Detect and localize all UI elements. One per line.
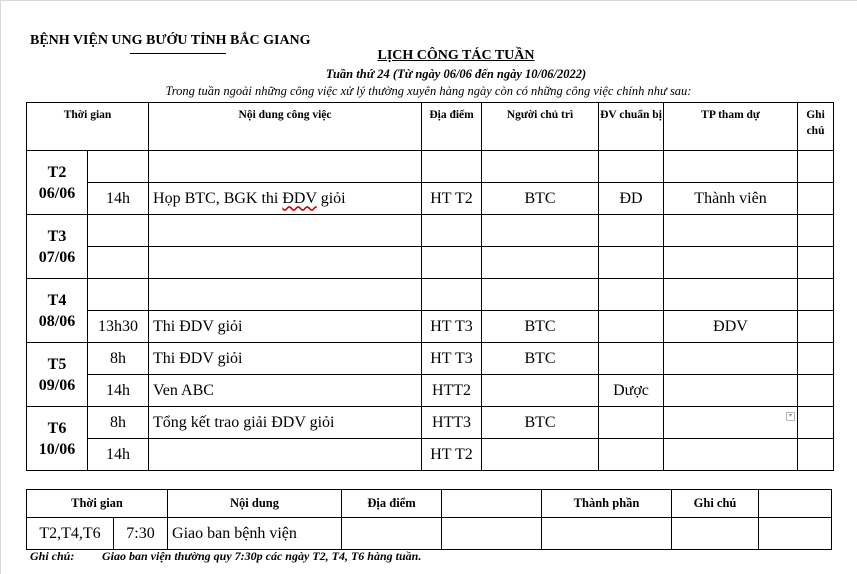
header-attendees: TP tham dự	[664, 103, 798, 151]
cell-dropdown-icon[interactable]: ▾	[786, 412, 795, 421]
prep-cell	[599, 343, 664, 375]
last-cell	[759, 518, 832, 550]
header-location: Địa điểm	[422, 103, 482, 151]
spellcheck-word: ĐDV	[282, 189, 317, 207]
table-row	[27, 151, 834, 183]
day-label: T4	[47, 291, 67, 309]
host-cell: BTC	[482, 407, 599, 439]
attendees-cell	[664, 375, 798, 407]
note-cell	[798, 215, 834, 247]
header-members: Thành phần	[542, 490, 672, 518]
page-edge-top	[0, 0, 857, 1]
header-host: Người chủ trì	[482, 103, 599, 151]
location-cell	[422, 279, 482, 311]
time-cell: 14h	[88, 439, 149, 471]
day-cell	[27, 215, 88, 279]
prep-cell	[599, 247, 664, 279]
note-cell	[798, 407, 834, 439]
attendees-cell: ĐDV	[664, 311, 798, 343]
extra-cell	[442, 518, 542, 550]
attendees-cell	[664, 343, 798, 375]
host-cell	[482, 439, 599, 471]
day-cell	[27, 343, 88, 407]
host-cell: BTC	[482, 311, 599, 343]
organization-name: BỆNH VIỆN UNG BƯỚU TỈNH BẮC GIANG	[30, 33, 311, 48]
note-cell	[672, 518, 759, 550]
prep-cell: ĐD	[599, 183, 664, 215]
host-cell	[482, 151, 599, 183]
attendees-cell: Thành viên	[664, 183, 798, 215]
content-text: giỏi	[316, 189, 346, 207]
content-cell	[149, 183, 422, 215]
table-header-row	[27, 490, 832, 518]
table-row	[27, 311, 834, 343]
table-row	[27, 247, 834, 279]
content-cell: Ven ABC	[149, 375, 422, 407]
footnote-label: Ghi chú:	[30, 549, 75, 563]
attendees-cell	[664, 439, 798, 471]
day-label: T2	[47, 163, 67, 181]
days-cell: T2,T4,T6	[27, 518, 114, 550]
content-cell: Thi ĐDV giỏi	[149, 311, 422, 343]
table-row	[27, 279, 834, 311]
location-cell: HT T3	[422, 311, 482, 343]
table-row	[27, 518, 832, 550]
note-cell	[798, 247, 834, 279]
note-cell	[798, 311, 834, 343]
day-cell	[27, 151, 88, 215]
location-cell	[342, 518, 442, 550]
day-date: 10/06	[38, 440, 76, 458]
location-cell: HTT2	[422, 375, 482, 407]
header-time: Thời gian	[27, 103, 149, 151]
table-row	[27, 343, 834, 375]
table-header-row	[27, 103, 834, 151]
prep-cell	[599, 407, 664, 439]
location-cell: HT T2	[422, 439, 482, 471]
note-cell	[798, 375, 834, 407]
time-cell: 14h	[88, 183, 149, 215]
location-cell	[422, 215, 482, 247]
header-note: Ghi chú	[672, 490, 759, 518]
attendees-cell	[664, 279, 798, 311]
document-subtitle: Tuần thứ 24 (Từ ngày 06/06 đến ngày 10/06/2022)	[325, 67, 587, 81]
header-note: Ghi chú	[798, 103, 834, 151]
note-cell	[798, 279, 834, 311]
prep-cell	[599, 311, 664, 343]
table-row	[27, 439, 834, 471]
table-row	[27, 407, 834, 439]
day-label: T5	[47, 355, 67, 373]
time-cell: 13h30	[88, 311, 149, 343]
footnote	[30, 549, 421, 564]
header-prep: ĐV chuẩn bị	[599, 103, 664, 151]
day-cell	[27, 279, 88, 343]
host-cell	[482, 279, 599, 311]
prep-cell: Dược	[599, 375, 664, 407]
attendees-cell	[664, 247, 798, 279]
attendees-cell	[664, 215, 798, 247]
time-cell: 7:30	[114, 518, 168, 550]
prep-cell	[599, 215, 664, 247]
prep-cell	[599, 279, 664, 311]
host-cell	[482, 375, 599, 407]
host-cell	[482, 215, 599, 247]
day-date: 09/06	[38, 376, 76, 394]
note-cell	[798, 183, 834, 215]
content-cell: Thi ĐDV giỏi	[149, 343, 422, 375]
header-blank	[759, 490, 832, 518]
table-row	[27, 375, 834, 407]
location-cell	[422, 247, 482, 279]
note-cell	[798, 151, 834, 183]
table-row	[27, 183, 834, 215]
content-cell	[149, 247, 422, 279]
footnote-text: Giao ban viện thường quy 7:30p các ngày T2, T4, T6 hàng tuần.	[102, 549, 422, 563]
time-cell	[88, 247, 149, 279]
content-cell	[149, 215, 422, 247]
time-cell	[88, 151, 149, 183]
members-cell	[542, 518, 672, 550]
day-label: T6	[47, 419, 67, 437]
document-intro: Trong tuần ngoài những công việc xử lý thường xuyên hàng ngày còn có những công việc chính như sau:	[165, 84, 692, 98]
host-cell: BTC	[482, 343, 599, 375]
location-cell: HT T2	[422, 183, 482, 215]
location-cell: HTT3	[422, 407, 482, 439]
content-cell: Tổng kết trao giải ĐDV giỏi	[149, 407, 422, 439]
content-cell: Giao ban bệnh viện	[168, 518, 342, 550]
time-cell: 14h	[88, 375, 149, 407]
header-location: Địa điểm	[342, 490, 442, 518]
day-date: 06/06	[38, 184, 76, 202]
attendees-cell	[664, 407, 798, 439]
prep-cell	[599, 151, 664, 183]
time-cell	[88, 215, 149, 247]
day-date: 07/06	[38, 248, 76, 266]
content-cell	[149, 279, 422, 311]
time-cell	[88, 279, 149, 311]
header-content: Nội dung công việc	[149, 103, 422, 151]
day-label: T3	[47, 227, 67, 245]
weekly-schedule-table	[26, 102, 834, 471]
host-cell	[482, 247, 599, 279]
content-text: Họp BTC, BGK thi	[153, 189, 283, 207]
header-blank	[442, 490, 542, 518]
time-cell: 8h	[88, 407, 149, 439]
location-cell	[422, 151, 482, 183]
location-cell: HT T3	[422, 343, 482, 375]
day-date: 08/06	[38, 312, 76, 330]
content-cell	[149, 151, 422, 183]
day-cell	[27, 407, 88, 471]
time-cell: 8h	[88, 343, 149, 375]
attendees-cell	[664, 151, 798, 183]
content-cell	[149, 439, 422, 471]
header-content: Nội dung	[168, 490, 342, 518]
document-title: LỊCH CÔNG TÁC TUẦN	[377, 48, 535, 63]
header-time: Thời gian	[27, 490, 168, 518]
table-row	[27, 215, 834, 247]
note-cell	[798, 439, 834, 471]
prep-cell	[599, 439, 664, 471]
note-cell	[798, 343, 834, 375]
host-cell: BTC	[482, 183, 599, 215]
recurring-meetings-table	[26, 489, 832, 550]
